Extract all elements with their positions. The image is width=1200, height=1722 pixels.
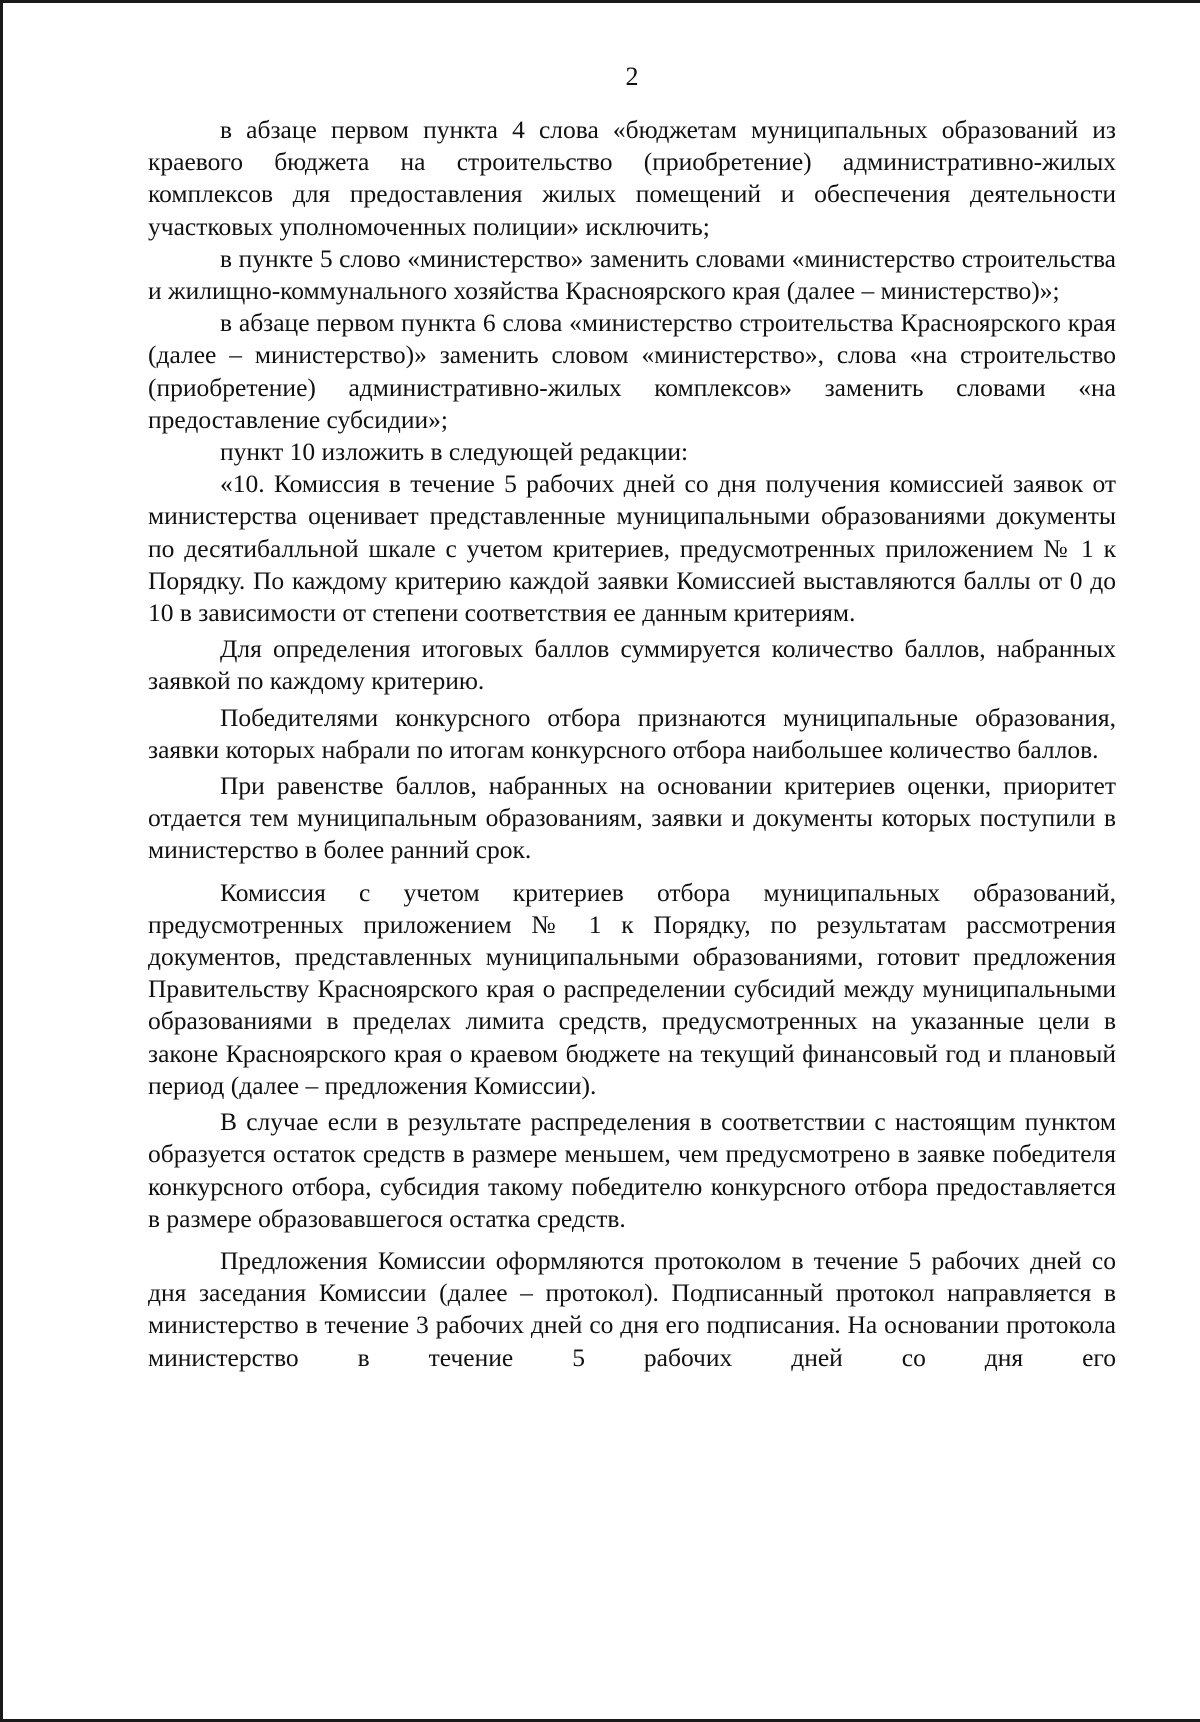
paragraph-3: в абзаце первом пункта 6 слова «министерство строительства Красноярского края (далее – министерство)» заменить словом «министерство», слова «на строительство (приобретение) административно-жилых комплексов» заменить словами «на предоставление субсидии»; [148, 308, 1116, 434]
document-page [148, 62, 1116, 1374]
page-number: 2 [625, 62, 639, 91]
scan-edge-left [0, 0, 3, 1722]
paragraph-4: пункт 10 изложить в следующей редакции: [220, 437, 689, 467]
paragraph-6: Для определения итоговых баллов суммируется количество баллов, набранных заявкой по каждому критерию. [148, 634, 1116, 696]
paragraph-7: Победителями конкурсного отбора признаются муниципальные образования, заявки которых набрали по итогам конкурсного отбора наибольшее количество баллов. [148, 702, 1116, 764]
paragraph-2: в пункте 5 слово «министерство» заменить словами «министерство строительства и жилищно-коммунального хозяйства Красноярского края (далее – министерство)»; [148, 243, 1116, 306]
paragraph-11: Предложения Комиссии оформляются протоколом в течение 5 рабочих дней со дня заседания Комиссии (далее – протокол). Подписанный протокол направляется в министерство в течение 3 рабочих дней со дня его подписания. На основании протокола министерство в течение 5 рабочих дней со дня его [148, 1245, 1116, 1372]
paragraph-8: При равенстве баллов, набранных на основании критериев оценки, приоритет отдается тем муниципальным образованиям, заявки и документы которых поступили в министерство в более ранний срок. [148, 771, 1116, 865]
paragraph-5: «10. Комиссия в течение 5 рабочих дней со дня получения комиссией заявок от министерства оценивает представленные муниципальными образованиями документы по десятибалльной шкале с учетом критериев, предусмотренных приложением № 1 к Порядку. По каждому критерию каждой заявки Комиссией выставляются баллы от 0 до 10 в зависимости от степени соответствия ее данным критериям. [148, 469, 1116, 628]
paragraph-1: в абзаце первом пункта 4 слова «бюджетам муниципальных образований из краевого бюджета на строительство (приобретение) административно-жилых комплексов для предоставления жилых помещений и обеспечения деятельности участковых уполномоченных полиции» исключить; [148, 115, 1116, 241]
paragraph-9: Комиссия с учетом критериев отбора муниципальных образований, предусмотренных приложением № 1 к Порядку, по результатам рассмотрения документов, представленных муниципальными образованиями, готовит предложения Правительству Красноярского края о распределении субсидий между муниципальными образованиями в пределах лимита средств, предусмотренных на указанные цели в законе Красноярского края о краевом бюджете на текущий финансовый год и плановый период (далее – предложения Комиссии). [148, 877, 1116, 1100]
scan-edge-top [0, 0, 1200, 3]
paragraph-10: В случае если в результате распределения в соответствии с настоящим пунктом образуется остаток средств в размере меньшем, чем предусмотрено в заявке победителя конкурсного отбора, субсидия такому победителю конкурсного отбора предоставляется в размере образовавшегося остатка средств. [148, 1107, 1116, 1233]
